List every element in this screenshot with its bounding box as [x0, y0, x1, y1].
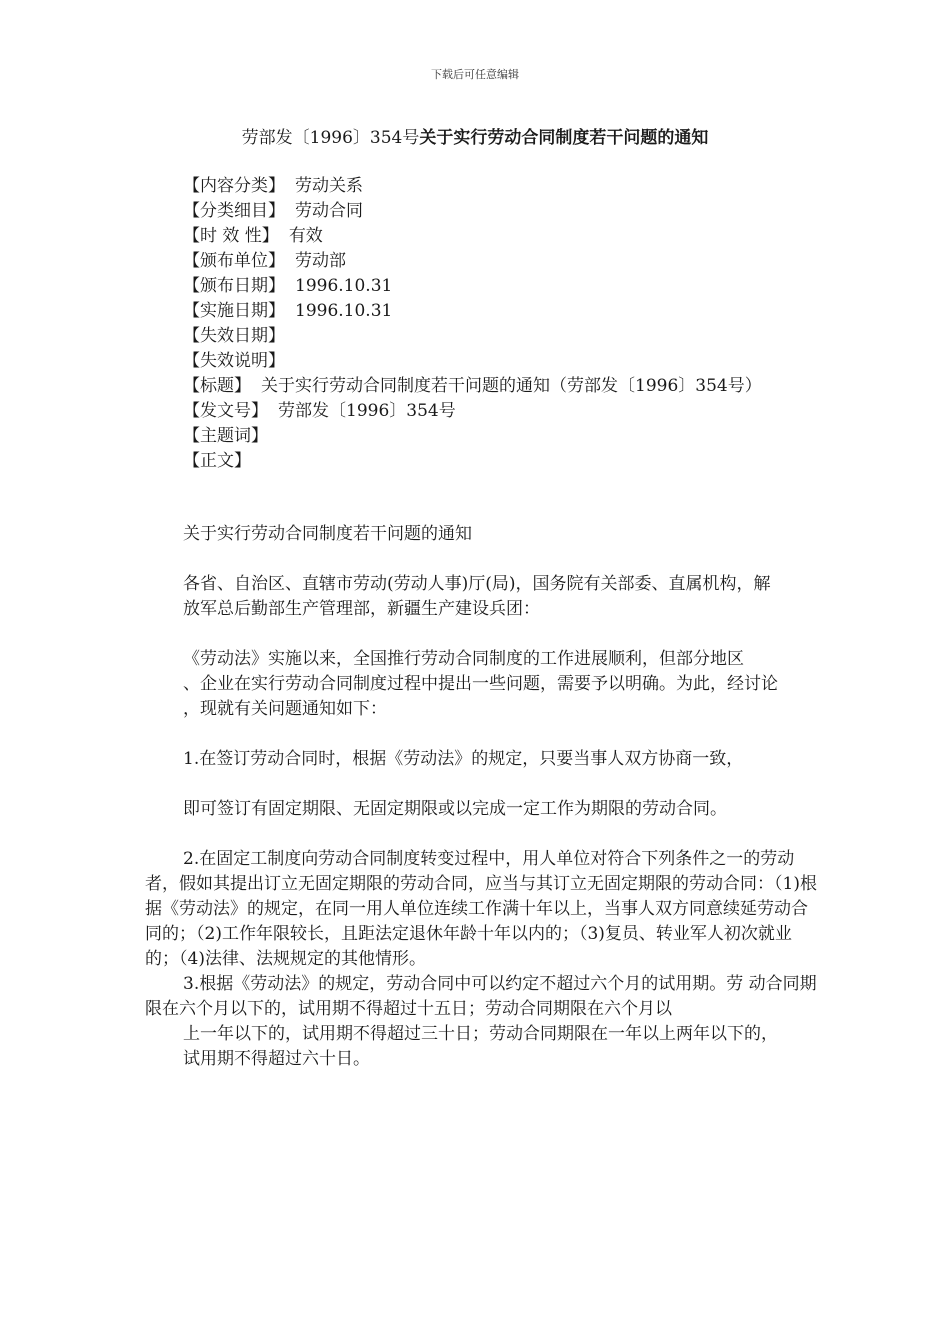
meta-row-expiry-note — [145, 349, 825, 374]
document-number: 劳部发〔1996〕354号 — [241, 128, 420, 148]
document-title-main: 关于实行劳动合同制度若干问题的通知 — [419, 128, 709, 148]
meta-value: 1996.10.31 — [295, 276, 393, 296]
meta-label: 【实施日期】 — [183, 301, 285, 321]
meta-row-validity — [145, 224, 825, 249]
meta-row-expiry-date — [145, 324, 825, 349]
addressee-line-1: 各省、自治区、直辖市劳动(劳动人事)厅(局)，国务院有关部委、直属机构，解 — [183, 574, 771, 594]
meta-label: 【失效日期】 — [183, 326, 285, 346]
item-1-line-a: 1.在签订劳动合同时，根据《劳动法》的规定，只要当事人双方协商一致， — [183, 749, 744, 769]
meta-row-subcategory — [145, 199, 825, 224]
meta-value: 劳动合同 — [295, 201, 363, 221]
meta-value: 劳动部 — [295, 251, 346, 271]
meta-label: 【主题词】 — [183, 426, 268, 446]
document-title — [0, 126, 950, 150]
meta-value: 1996.10.31 — [295, 301, 393, 321]
intro-line-1: 《劳动法》实施以来，全国推行劳动合同制度的工作进展顺利，但部分地区 — [183, 649, 744, 669]
item-1-line-b: 即可签订有固定期限、无固定期限或以完成一定工作为期限的劳动合同。 — [183, 799, 727, 819]
body-heading: 关于实行劳动合同制度若干问题的通知 — [183, 524, 472, 544]
header-note: 下载后可任意编辑 — [431, 68, 519, 81]
intro-line-3: ，现就有关问题通知如下： — [183, 699, 387, 719]
meta-row-doc-number — [145, 399, 825, 424]
meta-value: 劳动关系 — [295, 176, 363, 196]
meta-row-keywords — [145, 424, 825, 449]
metadata-block — [145, 174, 825, 474]
item-3-line-a: 3.根据《劳动法》的规定，劳动合同中可以约定不超过六个月的试用期。劳 动合同期限在六个月以下的，试用期不得超过十五日；劳动合同期限在六个月以 — [145, 974, 817, 1019]
meta-value: 劳部发〔1996〕354号 — [278, 401, 456, 421]
meta-label: 【发文号】 — [183, 401, 268, 421]
meta-label: 【分类细目】 — [183, 201, 285, 221]
document-body — [145, 522, 821, 1072]
meta-label: 【内容分类】 — [183, 176, 285, 196]
meta-row-effective-date — [145, 299, 825, 324]
meta-label: 【失效说明】 — [183, 351, 285, 371]
meta-value: 关于实行劳动合同制度若干问题的通知（劳部发〔1996〕354号） — [261, 376, 762, 396]
meta-label: 【颁布单位】 — [183, 251, 285, 271]
meta-label: 【正文】 — [183, 451, 251, 471]
meta-row-issue-date — [145, 274, 825, 299]
meta-row-title — [145, 374, 825, 399]
meta-row-issuer — [145, 249, 825, 274]
meta-row-body — [145, 449, 825, 474]
meta-label: 【标题】 — [183, 376, 251, 396]
item-2-paragraph: 2.在固定工制度向劳动合同制度转变过程中，用人单位对符合下列条件之一的劳动者，假如其提出订立无固定期限的劳动合同，应当与其订立无固定期限的劳动合同：（1)根据《劳动法》的规定，在同一用人单位连续工作满十年以上，当事人双方同意续延劳动合同的；（2)工作年限较长，且距法定退休年龄十年以内的；（3)复员、转业军人初次就业的；（4)法律、法规规定的其他情形。 — [145, 849, 817, 969]
meta-row-category — [145, 174, 825, 199]
intro-line-2: 、企业在实行劳动合同制度过程中提出一些问题，需要予以明确。为此，经讨论 — [183, 674, 778, 694]
meta-value: 有效 — [288, 226, 323, 246]
item-3-line-c: 试用期不得超过六十日。 — [183, 1049, 370, 1069]
meta-label: 【时 效 性】 — [183, 226, 279, 246]
item-3-line-b: 上一年以下的，试用期不得超过三十日；劳动合同期限在一年以上两年以下的， — [183, 1024, 778, 1044]
addressee-line-2: 放军总后勤部生产管理部，新疆生产建设兵团： — [183, 599, 540, 619]
meta-label: 【颁布日期】 — [183, 276, 285, 296]
